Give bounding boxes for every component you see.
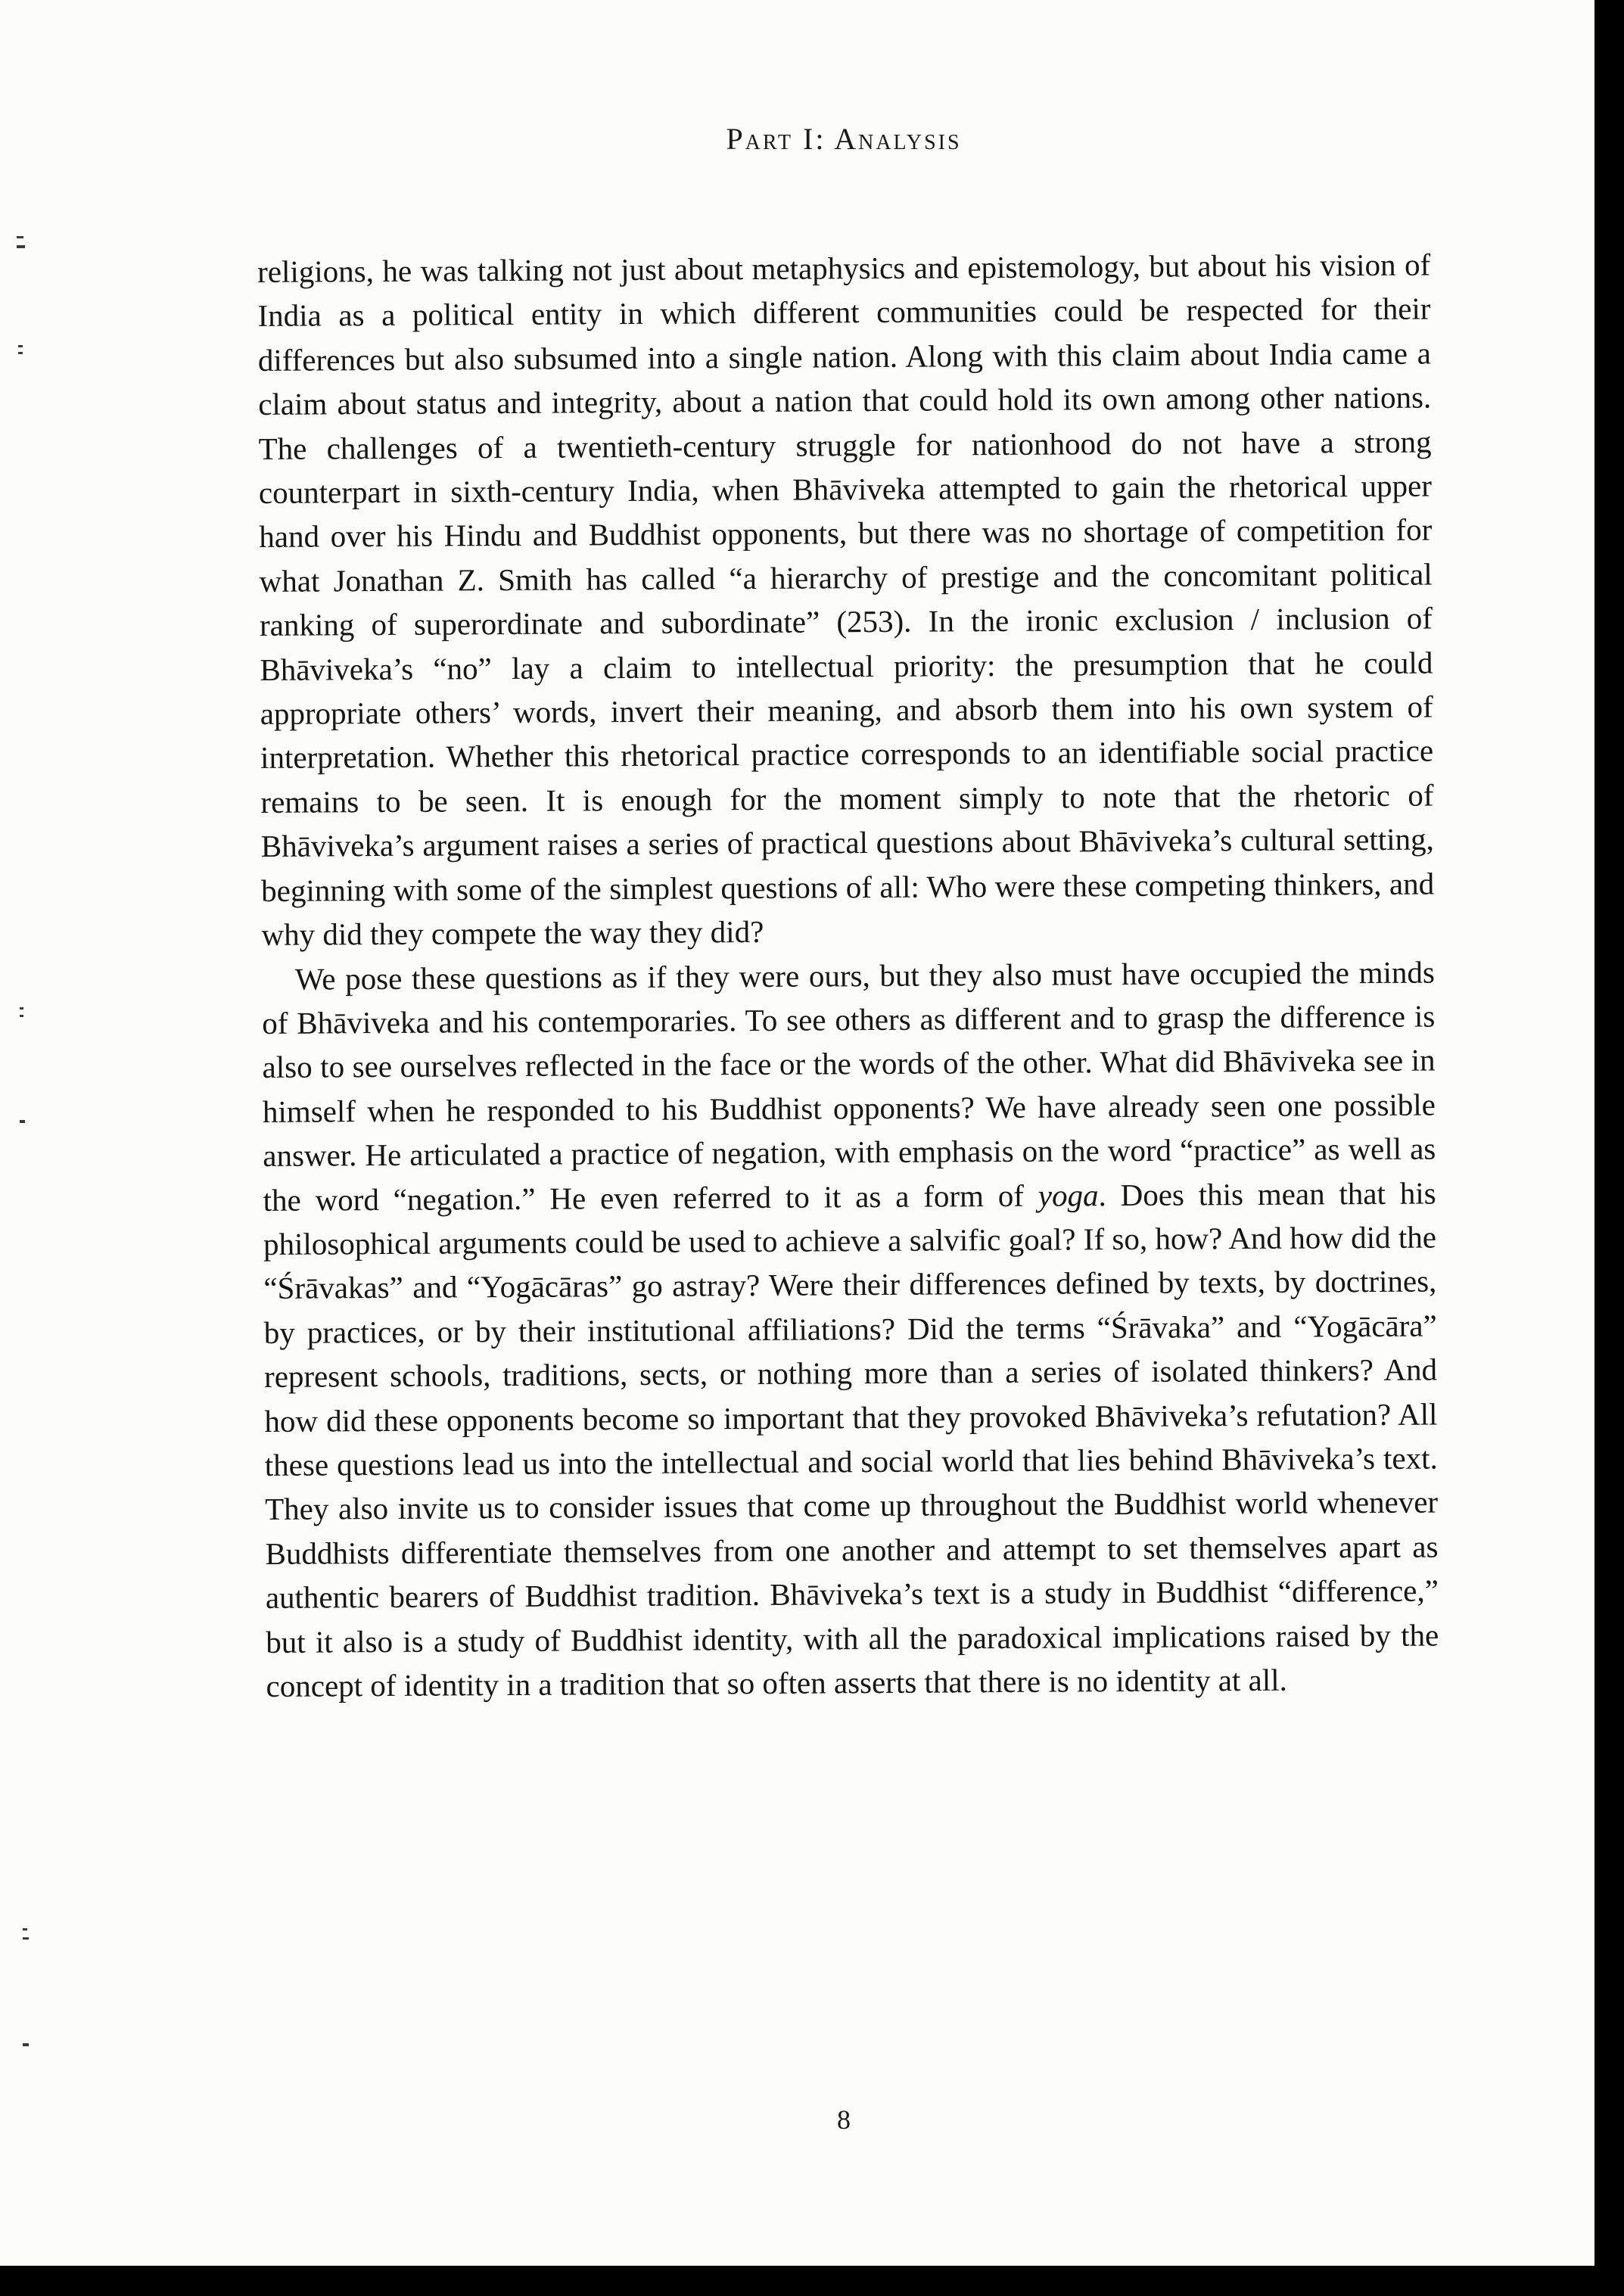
paragraph-2 (262, 950, 1439, 1708)
scan-mark (17, 245, 25, 248)
paragraph-2-part-2: . Does this mean that his philosophical arguments could be used to achieve a salvific goal? If so, how? And how did the “Śrāvakas” and “Yogācāras” go astray? Were their differences defined by texts, by doctrines, by practices, or by their institutional affiliations? Did the terms “Śrāvaka” and “Yogācāra” represent schools, traditions, sects, or nothing more than a series of isolated thinkers? And how did these opponents become so important that they provoked Bhāviveka’s refutation? All these questions lead us into the intellectual and social world that lies behind Bhāviveka’s text. They also invite us to consider issues that come up throughout the Buddhist world whenever Buddhists differentiate themselves from one another and attempt to set themselves apart as authentic bearers of Buddhist tradition. Bhāviveka’s text is a study in Buddhist “difference,” but it also is a study of Buddhist identity, with all the paradoxical implications raised by the concept of identity in a tradition that so often asserts that there is no identity at all. (263, 1175, 1439, 1703)
scan-mark (17, 236, 23, 238)
scan-mark (20, 1015, 23, 1017)
body-text (257, 243, 1439, 1709)
scan-mark (20, 1120, 25, 1123)
page-number: 8 (837, 2105, 851, 2135)
paragraph-1: religions, he was talking not just about metaphysics and epistemology, but about his vision of India as a political entity in which different communities could be respected for their differences but also subsumed into a single nation. Along with this claim about India came a claim about status and integrity, about a nation that could hold its own among other nations. The challenges of a twentieth-century struggle for nationhood do not have a strong counterpart in sixth-century India, when Bhāviveka attempted to gain the rhetorical upper hand over his Hindu and Buddhist opponents, but there was no shortage of competition for what Jonathan Z. Smith has called “a hierarchy of prestige and the concomitant political ranking of superordinate and subordinate” (253). In the ironic exclusion / inclusion of Bhāviveka’s “no” lay a claim to intellectual priority: the presumption that he could appropriate others’ words, invert their meaning, and absorb them into his own system of interpretation. Whether this rhetorical practice corresponds to an identifiable social practice remains to be seen. It is enough for the moment simply to note that the rhetoric of Bhāviveka’s argument raises a series of practical questions about Bhāviveka’s cultural setting, beginning with some of the simplest questions of all: Who were these competing thinkers, and why did they compete the way they did? (257, 247, 1435, 953)
scan-mark (20, 1007, 23, 1010)
running-head: Part I: Analysis (726, 122, 962, 156)
italic-term: yoga (1038, 1177, 1099, 1213)
scan-mark (23, 1928, 27, 1930)
scan-mark (23, 1937, 29, 1940)
paragraph-2-part-1: We pose these questions as if they were ours, but they also must have occupied the minds of Bhāviveka and his contemporaries. To see others as different and to grasp the difference is also to see ourselves reflected in the face or the words of the other. What did Bhāviveka see in himself when he responded to his Buddhist opponents? We have already seen one possible answer. He articulated a practice of negation, with emphasis on the word “practice” as well as the word “negation.” He even referred to it as a form of (262, 954, 1436, 1218)
scan-mark (18, 345, 23, 347)
scan-mark (23, 2043, 29, 2046)
scan-mark (18, 352, 23, 354)
